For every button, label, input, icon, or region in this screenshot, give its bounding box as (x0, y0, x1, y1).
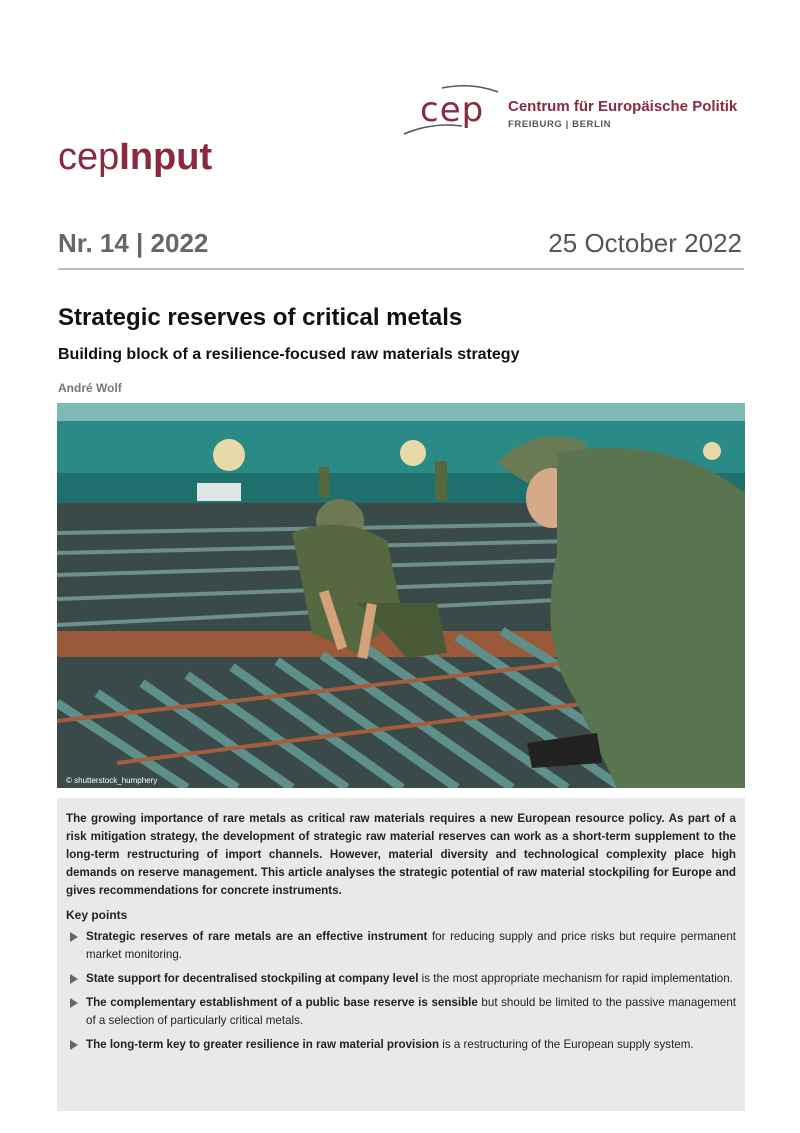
bullet-triangle-icon (70, 974, 78, 984)
bullet-triangle-icon (70, 1040, 78, 1050)
issue-date: 25 October 2022 (548, 228, 742, 258)
key-point-item: State support for decentralised stockpiling at company level is the most appropriate mechanism for rapid implementation. (66, 970, 736, 988)
organization-cities: FREIBURG | BERLIN (508, 119, 612, 130)
publication-brand (58, 136, 212, 179)
cep-logo (402, 84, 748, 144)
organization-name: Centrum für Europäische Politik (508, 98, 738, 115)
key-point-item: The long-term key to greater resilience in raw material provision is a restructuring of the European supply system. (66, 1036, 736, 1054)
article-author: André Wolf (58, 381, 122, 395)
abstract-text: The growing importance of rare metals as critical raw materials requires a new European resource policy. As part of a risk mitigation strategy, the development of strategic raw material reserves can work as a short-term supplement to the long-term restructuring of import channels. However, material diversity and technological complexity place high demands on reserve management. This article analyses the strategic potential of raw material stockpiling for Europe and gives recommendations for concrete instruments. (66, 812, 736, 897)
issue-number: Nr. 14 | 2022 (58, 228, 209, 258)
bullet-triangle-icon (70, 998, 78, 1008)
header-divider (58, 268, 744, 270)
cover-photo (57, 403, 745, 788)
summary-box (57, 798, 745, 1111)
bullet-triangle-icon (70, 932, 78, 942)
logo-mark-text: cep (420, 90, 485, 130)
key-point-item: Strategic reserves of rare metals are an effective instrument for reducing supply and price risks but require permanent market monitoring. (66, 928, 736, 964)
key-points-heading: Key points (66, 908, 128, 922)
brand-prefix: cep (58, 136, 120, 178)
article-title: Strategic reserves of critical metals (58, 304, 463, 331)
photo-credit: © shutterstock_humphery (66, 776, 158, 785)
article-subtitle: Building block of a resilience-focused raw materials strategy (58, 346, 520, 363)
key-point-item: The complementary establishment of a public base reserve is sensible but should be limited to the passive management of a selection of particularly critical metals. (66, 994, 736, 1030)
brand-suffix: Input (119, 136, 213, 178)
